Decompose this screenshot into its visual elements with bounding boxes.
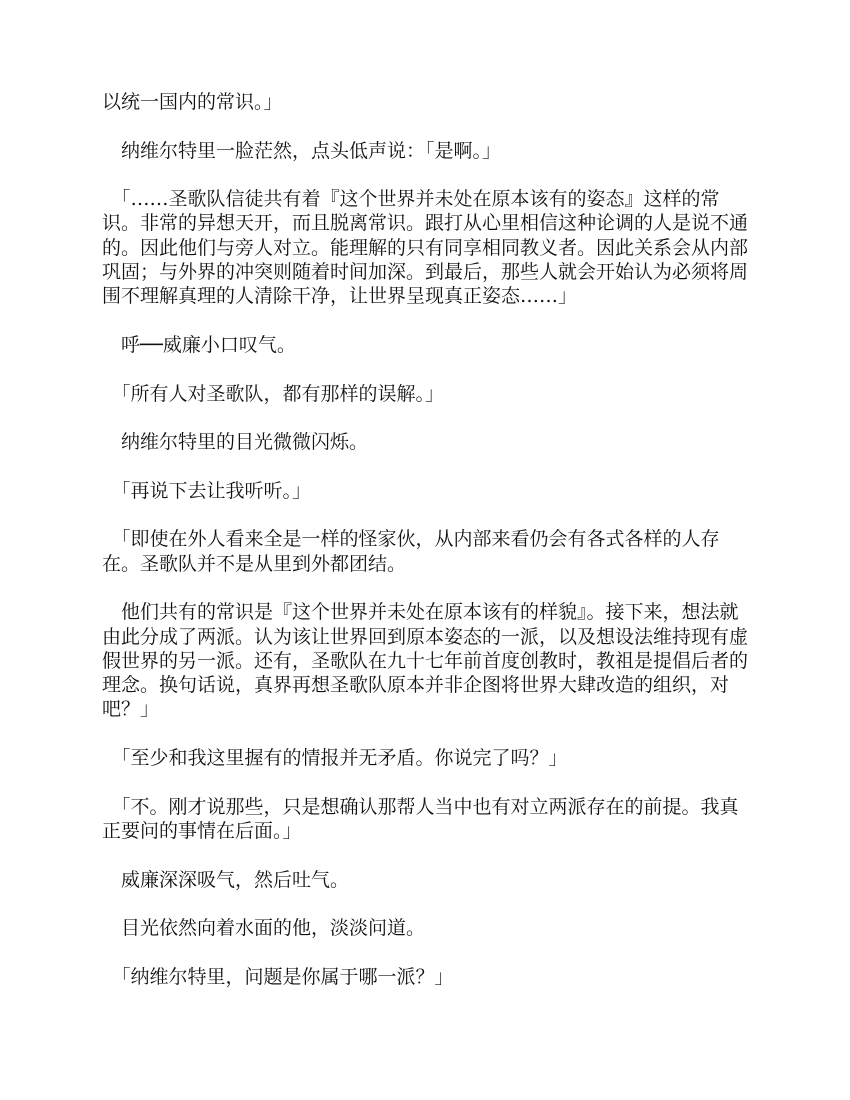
paragraph: 呼──威廉小口叹气。 (102, 333, 296, 356)
paragraph: 目光依然向着水面的他，淡淡问道。 (102, 917, 426, 940)
paragraph: 「……圣歌队信徒共有着『这个世界并未处在原本该有的姿态』这样的常识。非常的异想天开，而且脱离常识。跟打从心里相信这种论调的人是说不通的。因此他们与旁人对立。能理解的只有同享相同教义者。因此关系会从内部巩固；与外界的冲突则随着时间加深。到最后，那些人就会开始认为必须将周围不理解真理的人清除干净，让世界呈现真正姿态……」 (102, 188, 749, 308)
paragraph: 「所有人对圣歌队，都有那样的误解。」 (102, 382, 445, 405)
paragraph: 「不。刚才说那些，只是想确认那帮人当中也有对立两派存在的前提。我真正要问的事情在后面。」 (102, 795, 739, 842)
document-page (102, 90, 752, 1013)
paragraph: 「至少和我这里握有的情报并无矛盾。你说完了吗？」 (102, 747, 568, 770)
paragraph: 以统一国内的常识。」 (102, 91, 283, 113)
paragraph: 他们共有的常识是『这个世界并未处在原本该有的样貌』。接下来，想法就由此分成了两派。认为该让世界回到原本姿态的一派，以及想设法维持现有虚假世界的另一派。还有，圣歌队在九十七年前首度创教时，教祖是提倡后者的理念。换句话说，真界再想圣歌队原本并非企图将世界大肆改造的组织，对吧？」 (102, 601, 749, 721)
paragraph: 纳维尔特里一脸茫然，点头低声说：「是啊。」 (102, 139, 502, 162)
paragraph: 「纳维尔特里，问题是你属于哪一派？」 (102, 965, 454, 988)
paragraph: 「再说下去让我听听。」 (102, 479, 312, 502)
paragraph: 纳维尔特里的目光微微闪烁。 (102, 431, 369, 454)
paragraph: 威廉深深吸气，然后吐气。 (102, 868, 350, 891)
paragraph: 「即使在外人看来全是一样的怪家伙，从内部来看仍会有各式各样的人存在。圣歌队并不是从里到外都团结。 (102, 528, 720, 575)
